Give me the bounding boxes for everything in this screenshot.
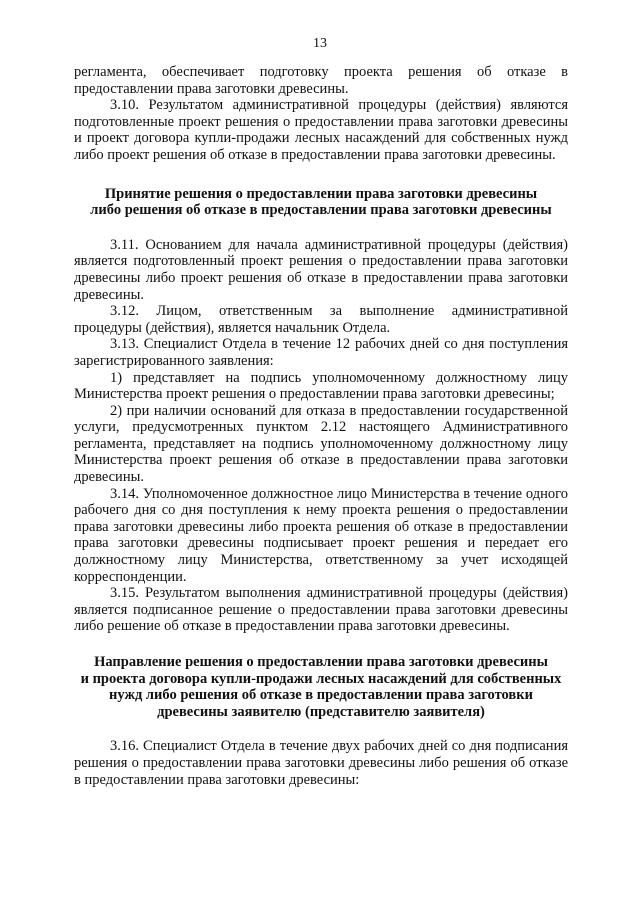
paragraph-3-12: 3.12. Лицом, ответственным за выполнение административной процедуры (действия), является начальник Отдела. bbox=[74, 303, 568, 336]
spacer bbox=[74, 720, 568, 738]
paragraph-3-13-item-1: 1) представляет на подпись уполномоченному должностному лицу Министерства проект решения о предоставлении права заготовки древесины; bbox=[74, 369, 568, 403]
paragraph-continuation: регламента, обеспечивает подготовку проекта решения об отказе в предоставлении права заготовки древесины. bbox=[74, 64, 568, 97]
paragraph-3-16: 3.16. Специалист Отдела в течение двух рабочих дней со дня подписания решения о предоставлении права заготовки древесины либо решения об отказе в предоставлении права заготовки древесины: bbox=[74, 738, 568, 788]
section-heading-delivery bbox=[74, 654, 568, 720]
spacer bbox=[74, 219, 568, 237]
paragraph-3-15: 3.15. Результатом выполнения административной процедуры (действия) является подписанное решение о предоставлении права заготовки древесины либо решение об отказе в предоставлении права заготовки древесины. bbox=[74, 585, 568, 635]
spacer bbox=[74, 635, 568, 654]
heading-line: Принятие решения о предоставлении права заготовки древесины bbox=[104, 185, 538, 202]
paragraph-3-13: 3.13. Специалист Отдела в течение 12 рабочих дней со дня поступления зарегистрированного заявления: bbox=[74, 336, 568, 369]
section-heading-decision bbox=[74, 186, 568, 219]
page-number: 13 bbox=[313, 36, 327, 51]
heading-line: и проекта договора купли-продажи лесных насаждений для собственных bbox=[80, 670, 562, 687]
spacer bbox=[74, 164, 568, 186]
heading-line: либо решения об отказе в предоставлении права заготовки древесины bbox=[90, 202, 552, 219]
document-body bbox=[74, 64, 568, 788]
heading-line: древесины заявителю (представителю заявителя) bbox=[157, 703, 485, 720]
paragraph-3-10: 3.10. Результатом административной процедуры (действия) являются подготовленные проект решения о предоставлении права заготовки древесины и проект договора купли-продажи лесных насаждений для собственных нужд либо проект решения об отказе в предоставлении права заготовки древесины. bbox=[74, 97, 568, 163]
heading-line: нужд либо решения об отказе в предоставлении права заготовки bbox=[109, 687, 533, 704]
paragraph-3-13-item-2: 2) при наличии оснований для отказа в предоставлении государственной услуги, предусмотренных пунктом 2.12 настоящего Административного регламента, представляет на подпись уполномоченному должностному лицу Министерства проект решения об отказе в предоставлении права заготовки древесины. bbox=[74, 402, 568, 486]
paragraph-3-11: 3.11. Основанием для начала административной процедуры (действия) является подготовленный проект решения о предоставлении права заготовки древесины либо проект решения об отказе в предоставлении права заготовки древесины. bbox=[74, 236, 568, 303]
heading-line: Направление решения о предоставлении права заготовки древесины bbox=[94, 654, 548, 670]
paragraph-3-14: 3.14. Уполномоченное должностное лицо Министерства в течение одного рабочего дня со дня поступления к нему проекта решения о предоставлении права заготовки древесины либо проекта решения об отказе в предоставлении права заготовки древесины подписывает проект решения и передает его должностному лицу Министерства, ответственному за учет исходящей корреспонденции. bbox=[74, 485, 568, 585]
